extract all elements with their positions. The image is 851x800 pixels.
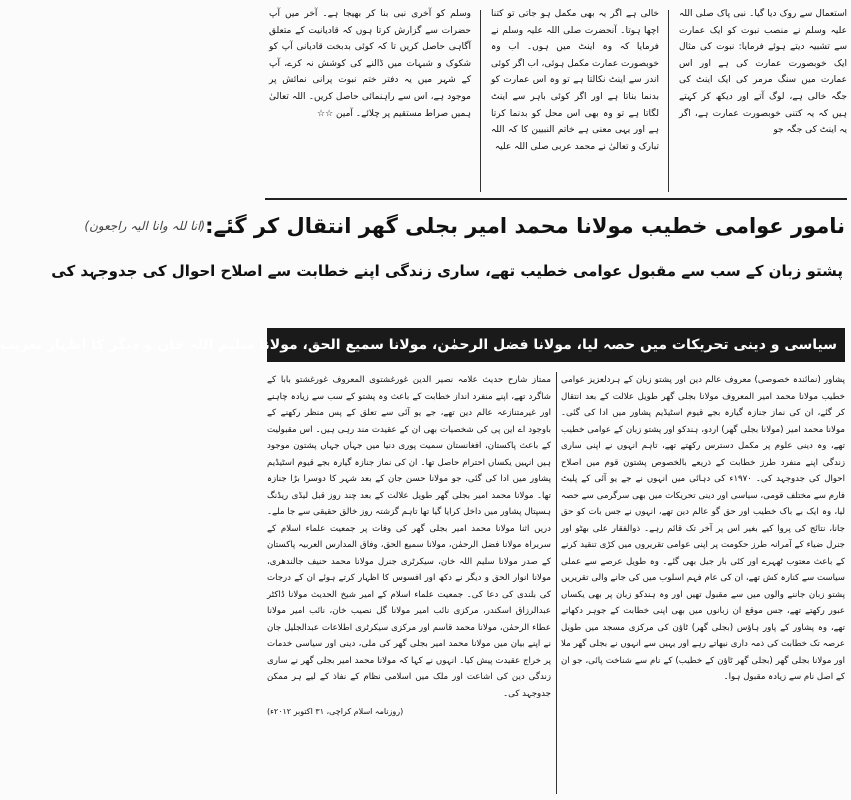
headline-row [84,206,845,246]
paragraph: خالی ہے اگر یہ بھی مکمل ہو جاتی تو کتنا اچھا ہوتا۔ آنحضرت صلی اللہ علیہ وسلم نے فرمایا کہ وہ اینٹ میں ہوں۔ اب وہ خوبصورت عمارت مکمل ہوئی، اب اگر کوئی اندر سے اینٹ نکالتا ہے تو وہ اس عمارت کو بدنما بناتا ہے اور اگر کوئی باہر سے اینٹ لگاتا ہے تو وہ بھی اس محل کو بدنما کرتا ہے اور یہی معنی ہے خاتم النبیین کا کہ اللہ تبارک و تعالیٰ نے محمد عربی صلی اللہ علیہ [491,9,659,152]
banner-headline: سیاسی و دینی تحریکات میں حصہ لیا، مولانا فضل الرحمٰن، مولانا سمیع الحق، مولانا سلیم اللہ خان و دیگر کا اظہار تعزیت [267,328,845,362]
paragraph: ممتاز شارح حدیث علامہ نصیر الدین غورغشتوی المعروف غورغشتو بابا کے شاگرد تھے، اپنے منفرد انداز خطابت کے باعث وہ پشتو کے سب سے زیادہ چاہنے اور غیرمتنازعہ عالم دین تھے، جے یو آئی سے تعلق کے پس منظر رکھنے کے باوجود اے این پی کی شخصیات بھی ان کے عقیدت مند رہی ہیں۔ اس مقبولیت کے باعث پاکستان، افغانستان سمیت پوری دنیا میں جہاں جہاں پشتون موجود ہیں انہیں یکساں احترام حاصل تھا۔ ان کی نماز جنازہ گیارہ بجے قیوم اسٹیڈیم پشاور میں ادا کی گئی، جو مولانا حسن جان کے بعد شہر کا دوسرا بڑا جنازہ تھا۔ مولانا محمد امیر بجلی گھر طویل علالت کے بعد چند روز قبل لیڈی ریڈنگ ہسپتال پشاور میں داخل کرایا گیا تھا تاہم گزشتہ روز خالق حقیقی سے جا ملے۔ دریں اثنا مولانا محمد امیر بجلی گھر کی وفات پر جمعیت علماء اسلام کے سربراہ مولانا فضل الرحمٰن، مولانا سمیع الحق، وفاق المدارس العربیہ پاکستان کے صدر مولانا سلیم اللہ خان، سیکرٹری جنرل مولانا محمد حنیف جالندھری، مولانا انوار الحق و دیگر نے دکھ اور افسوس کا اظہار کرتے ہوئے ان کے درجات کی بلندی کی دعا کی۔ جمعیت علماء اسلام کے امیر شیخ الحدیث مولانا ڈاکٹر عبدالرزاق اسکندر، مرکزی نائب امیر مولانا گل نصیب خان، نائب امیر مولانا عطاء الرحمٰن، مولانا محمد قاسم اور مرکزی سیکرٹری اطلاعات عبدالجلیل جان نے اپنے بیان میں مولانا محمد امیر بجلی گھر کی ملی، دینی اور سیاسی خدمات پر خراج عقیدت پیش کیا۔ انہوں نے کہا کہ مولانا محمد امیر بجلی گھر نے ساری زندگی دین کی اشاعت اور ملک میں اسلامی نظام کے نفاذ کے لیے ہر ممکن جدوجہد کی۔ [267,375,551,699]
article-column-left [267,372,551,794]
article-column-right [561,372,845,794]
article-body [267,372,845,794]
paragraph: وسلم کو آخری نبی بنا کر بھیجا ہے۔ آخر میں آپ حضرات سے گزارش کرتا ہوں کہ قادیانیت کے متعلق آگاہی حاصل کریں تا کہ کوئی بدبخت قادیانی آپ کو شکوک و شبہات میں ڈالنے کی کوشش نہ کرے، آپ کے شہر میں یہ دفتر ختم نبوت پرانی نمائش پر موجود ہے، اس سے راہنمائی حاصل کریں۔ اللہ تعالیٰ ہمیں صراط مستقیم پر چلائے۔ آمین ☆☆ [269,9,471,119]
subheadline: پشتو زبان کے سب سے مقبول عوامی خطیب تھے، ساری زندگی اپنے خطابت سے اصلاح احوال کی جدوجہد کی [51,262,843,280]
source-credit: (روزنامہ اسلام کراچی، ۳۱ اکتوبر ۲۰۱۲ء) [267,707,404,716]
column-divider [668,10,669,192]
text-column-right [679,6,847,194]
paragraph: استعمال سے روک دیا گیا۔ نبی پاک صلی اللہ علیہ وسلم نے منصب نبوت کو ایک عمارت سے تشبیہ دیتے ہوئے فرمایا: نبوت کی مثال ایک خوبصورت عمارت کی ہے اور اس عمارت میں سنگ مرمر کی ایک اینٹ کی جگہ خالی ہے، لوگ آتے اور دیکھ کر کہتے ہیں کہ یہ کتنی خوبصورت عمارت ہے، اگر یہ اینٹ کی جگہ جو [679,9,847,136]
text-column-left [269,6,471,194]
section-divider [265,198,847,200]
paragraph: پشاور (نمائندہ خصوصی) معروف عالم دین اور پشتو زبان کے ہردلعزیز عوامی خطیب مولانا محمد امیر المعروف مولانا بجلی گھر طویل علالت کے بعد انتقال کر گئے، ان کی نماز جنازہ گیارہ بجے قیوم اسٹیڈیم پشاور میں ادا کی گئی۔ مولانا محمد امیر (مولانا بجلی گھر) اردو، ہندکو اور پشتو زبان کے عوامی خطیب تھے، وہ دینی علوم پر مکمل دسترس رکھتے تھے، تاہم انہوں نے اپنی ساری زندگی اپنے منفرد طرز خطابت کے ذریعے بالخصوص پشتون قوم میں اصلاح احوال کی جدوجہد کی۔ ۱۹۷۰ء کی دہائی میں انہوں نے جے یو آئی کے پلیٹ فارم سے مختلف قومی، سیاسی اور دینی تحریکات میں بھی سرگرمی سے حصہ لیا، وہ ایک بے باک خطیب اور حق گو عالم دین تھے، انہوں نے جس بات کو حق جانا، نتائج کی پروا کیے بغیر اس پر آخر تک قائم رہے۔ ذوالفقار علی بھٹو اور جنرل ضیاء کے آمرانہ طرز حکومت پر اپنی عوامی تقریروں میں کڑی تنقید کرنے کے باعث معتوب ٹھہرے اور کئی بار جیل بھی گئے۔ وہ طویل عرصے سے عملی سیاست سے کنارہ کش تھے، ان کی عام فہم اسلوب میں کی جانے والی تقریریں پشتو زبان جاننے والوں میں سے مقبول تھیں اور وہ ہندکو زبان پر بھی یکساں عبور رکھتے تھے، جس موقع ان زبانوں میں بھی اپنی خطابت کے جوہر دکھاتے تھے، وہ پشاور کے پاور ہاؤس (بجلی گھر) ٹاؤن کی مرکزی مسجد میں طویل عرصہ تک خطابت کی ذمہ داری نبھاتے رہے اور یہیں سے انہوں نے بجلی گھر ملا اور مولانا بجلی گھر (بجلی گھر ٹاؤن کے خطیب) کے نام سے شناخت پائی، جو ان کے اصل نام سے زیادہ مقبول ہوا۔ [561,375,845,682]
column-divider [480,10,481,192]
headline: نامور عوامی خطیب مولانا محمد امیر بجلی گھر انتقال کر گئے: [205,214,845,238]
text-column-middle [491,6,659,194]
continued-article [265,6,847,194]
column-divider [556,372,557,794]
headline-dua: (انا للہ وانا الیہ راجعون) [84,219,206,233]
